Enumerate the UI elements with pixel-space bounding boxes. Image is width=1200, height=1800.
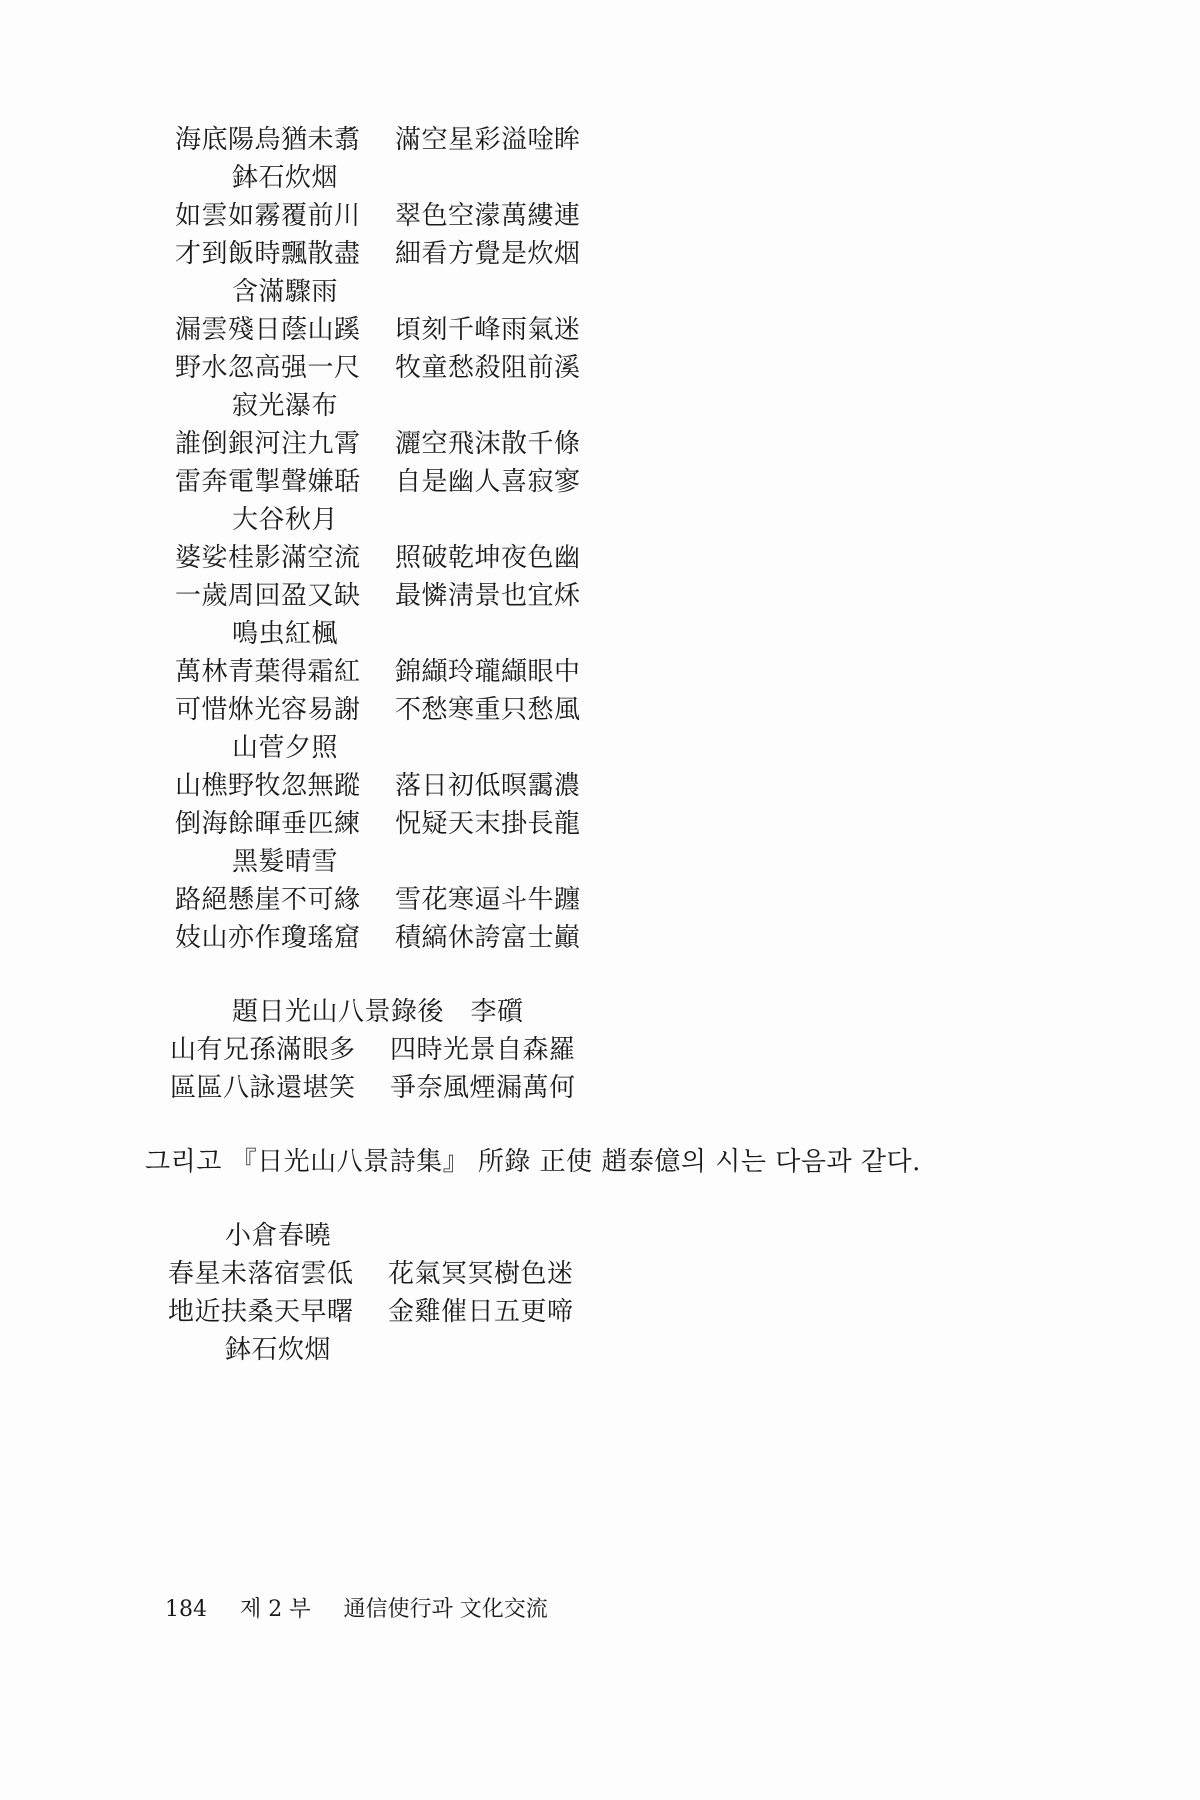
poem-line-half: 路絕懸崖不可緣 <box>175 885 361 915</box>
poem-line-half: 牧童愁殺阻前溪 <box>395 353 581 383</box>
poem-line-half: 四時光景自森羅 <box>390 1035 576 1065</box>
poem-line-half: 落日初低暝靄濃 <box>395 771 581 801</box>
poem-line-half: 妓山亦作瓊瑤窟 <box>175 923 361 953</box>
poem-line-half: 頃刻千峰雨氣迷 <box>395 315 581 345</box>
poem-title: 小倉春曉 <box>225 1221 332 1251</box>
poem-line-half: 爭奈風煙漏萬何 <box>390 1073 576 1103</box>
poem-line-half: 最憐淸景也宜秌 <box>395 581 581 611</box>
poem-line-half: 一歲周回盈又缺 <box>175 581 361 611</box>
poem-title: 含滿驟雨 <box>232 277 339 307</box>
poem-title: 黑髮晴雪 <box>232 847 339 877</box>
poem-title: 大谷秋月 <box>232 505 339 535</box>
footer-chapter: 通信使行과 文化交流 <box>343 1597 548 1622</box>
poem-title: 山菅夕照 <box>232 733 339 763</box>
poem-line-half: 才到飯時飄散盡 <box>175 239 361 269</box>
poem-line-half: 山有兄孫滿眼多 <box>170 1035 356 1065</box>
poem-line-half: 區區八詠還堪笑 <box>170 1073 356 1103</box>
poem-line-half: 萬林青葉得霜紅 <box>175 657 361 687</box>
poem-line-half: 積縞休誇富士巓 <box>395 923 581 953</box>
poem-line-half: 滿空星彩溢唫眸 <box>395 125 581 155</box>
poem-title: 鳴虫紅楓 <box>232 619 339 649</box>
body-sentence: 그리고 『日光山八景詩集』 所錄 正使 趙泰億의 시는 다음과 같다. <box>145 1147 921 1177</box>
poem-line-half: 誰倒銀河注九霄 <box>175 429 361 459</box>
poem-line-half: 可惜烌光容易謝 <box>175 695 361 725</box>
poem-line-half: 細看方覺是炊烟 <box>395 239 581 269</box>
poem-title: 鉢石炊烟 <box>232 163 339 193</box>
poem-line-half: 照破乾坤夜色幽 <box>395 543 581 573</box>
poem-line-half: 灑空飛沫散千條 <box>395 429 581 459</box>
poem-title: 鉢石炊烟 <box>225 1335 332 1365</box>
poem-line-half: 海底陽烏猶未翥 <box>175 125 361 155</box>
poem-line-half: 婆娑桂影滿空流 <box>175 543 361 573</box>
poem-line-half: 金雞催日五更啼 <box>388 1297 574 1327</box>
poem-title: 題日光山八景錄後 李礩 <box>232 997 524 1027</box>
poem-line-half: 翠色空濛萬縷連 <box>395 201 581 231</box>
poem-line-half: 怳疑天末掛長龍 <box>395 809 581 839</box>
poem-line-half: 如雲如霧覆前川 <box>175 201 361 231</box>
poem-title: 寂光瀑布 <box>232 391 339 421</box>
poem-line-half: 自是幽人喜寂寥 <box>395 467 581 497</box>
poem-line-half: 雪花寒逼斗牛躔 <box>395 885 581 915</box>
poem-line-half: 山樵野牧忽無蹤 <box>175 771 361 801</box>
poem-line-half: 不愁寒重只愁風 <box>395 695 581 725</box>
poem-line-half: 春星未落宿雲低 <box>168 1259 354 1289</box>
page-footer <box>165 1592 574 1623</box>
poem-line-half: 花氣冥冥樹色迷 <box>388 1259 574 1289</box>
poem-line-half: 倒海餘暉垂匹練 <box>175 809 361 839</box>
poem-line-half: 野水忽高强一尺 <box>175 353 361 383</box>
poem-line-half: 雷奔電掣聲嫌聒 <box>175 467 361 497</box>
poem-line-half: 錦纈玲瓏纈眼中 <box>395 657 581 687</box>
footer-part: 제 2 부 <box>240 1597 311 1622</box>
poem-line-half: 漏雲殘日蔭山蹊 <box>175 315 361 345</box>
page-number: 184 <box>165 1597 207 1622</box>
poem-line-half: 地近扶桑天早曙 <box>168 1297 354 1327</box>
